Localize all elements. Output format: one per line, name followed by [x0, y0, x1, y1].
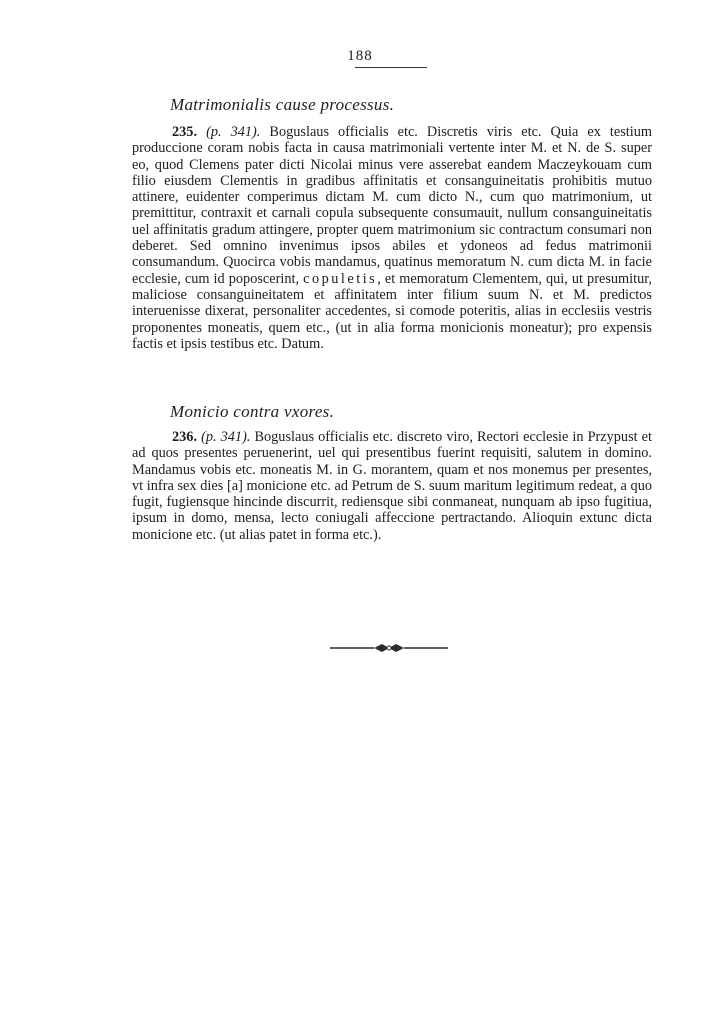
entry-number: 235. [172, 124, 198, 140]
entry-235 [132, 124, 652, 352]
entry-236 [132, 429, 652, 543]
page-number-rule [355, 67, 427, 68]
entry-reference: (p. 341). [206, 124, 261, 140]
entry-text: , et memoratum Clementem, qui, ut presumitur, maliciose consanguineitatem et affinitatem inter filium suum N. et M. predictos interuenisse dixerat, personaliter accedentes, si comode poteritis, alias in ecclesiis vestris proponentes moneatis, quem etc., (ut in alia forma monicionis moneatur); pro expensis factis et ipsis testibus etc. Datum. [132, 270, 653, 352]
entry-text: Boguslaus officialis etc. discreto viro, Rectori ecclesie in Przypust et ad quos presentes peruenerint, uel qui presentibus fuerint requisiti, salutem in domino. Mandamus vobis etc. moneatis M. in G. morantem, quam et nos monemus per presentes, vt infra sex dies [a] monicione etc. ad Petrum de S. suum maritum legitimum redeat, a quo fugit, fugiensque hincinde discurrit, rediensque sibi conmaneat, nunquam ab ipso fugitiua, ipsum in domo, mensa, lecto coniugali affeccione pertractando. Alioquin extunc dicta monicione etc. (ut alias patet in forma etc.). [132, 429, 652, 543]
section-heading-monicio: Monicio contra vxores. [170, 402, 335, 421]
entry-number: 236. [172, 429, 198, 445]
entry-text: Boguslaus officialis etc. Discretis viris etc. Quia ex testium produccione coram nobis facta in causa matrimoniali vertente inter M. et N. de S. super eo, quod Clemens pater dicti Nicolai minus vere asserebat eandem Maczeykouam cum filio eiusdem Clementis in gradibus affinitatis et consanguineitatis prohibitis mutuo attinere, euidenter comperimus dictam M. cum dicto N., cum quo matrimonium, ut premittitur, contraxit et carnali copula subsequente consumauit, nullum consanguineitatis uel affinitatis gradum attingere, propter quem matrimonium sic contractum consumari non deberet. Sed omnino invenimus ipsos abiles et ydoneos ad fedus matrimonii consumandum. Quocirca vobis mandamus, quatinus memoratum N. cum dicta M. in facie ecclesie, cum id poposcerint, [132, 124, 652, 287]
entry-reference: (p. 341). [201, 429, 251, 445]
entry-text-spaced: copuletis [303, 270, 378, 287]
entry-236-paragraph [132, 429, 652, 543]
page-number: 188 [347, 48, 373, 64]
entry-235-paragraph [132, 124, 652, 352]
section-heading-matrimonialis: Matrimonialis cause processus. [170, 95, 395, 114]
ornament-divider [330, 640, 448, 656]
